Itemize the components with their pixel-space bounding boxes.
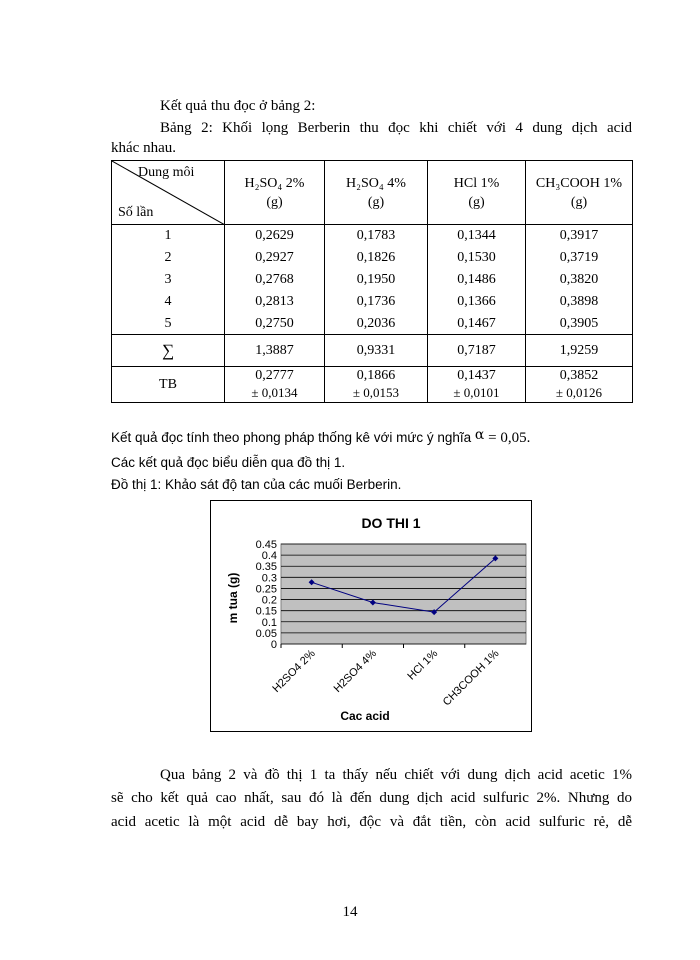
y-tick-label: 0.15 xyxy=(255,605,277,618)
chart-container xyxy=(210,500,532,732)
conclusion-line2: sẽ cho kết quả cao nhất, sau đó là đến dung dịch acid sulfuric 2%. Nhưng do xyxy=(111,790,632,806)
table-row: 4 0,2813 0,1736 0,1366 0,3898 xyxy=(112,291,633,313)
mean-row: TB 0,2777 ± 0,0134 0,1866 ± 0,0153 0,1437 ± 0,0101 0,3852 ± 0,0126 xyxy=(112,367,633,403)
y-axis-label: m tua (g) xyxy=(226,572,240,624)
table-caption-line1: Bảng 2: Khối lọng Berberin thu đọc khi chiết với 4 dung dịch acid xyxy=(160,120,632,136)
plot-area xyxy=(281,544,526,644)
table-row: 3 0,2768 0,1950 0,1486 0,3820 xyxy=(112,269,633,291)
table-header-row xyxy=(112,161,633,225)
column-header: H₂SO₄ 2% (g) xyxy=(225,161,325,225)
intro-text: Kết quả thu đọc ở bảng 2: xyxy=(160,98,316,114)
chart-caption: Đồ thị 1: Khảo sát độ tan của các muối Berberin. xyxy=(111,477,402,492)
column-header: HCl 1% (g) xyxy=(428,161,526,225)
corner-bottom-label: Số lần xyxy=(118,205,154,220)
y-tick-label: 0 xyxy=(270,639,277,651)
table-caption-line2: khác nhau. xyxy=(111,140,176,156)
table-row: 1 0,2629 0,1783 0,1344 0,3917 xyxy=(112,225,633,247)
y-tick-label: 0.1 xyxy=(261,616,277,629)
diagonal-header-cell xyxy=(112,161,225,225)
conclusion-line3: acid acetic là một acid dễ bay hơi, độc và đắt tiền, còn acid sulfuric rẻ, dễ xyxy=(111,814,632,830)
y-tick-label: 0.05 xyxy=(255,627,277,640)
table-row: 2 0,2927 0,1826 0,1530 0,3719 xyxy=(112,247,633,269)
alpha-symbol: α xyxy=(474,427,485,443)
y-tick-label: 0.4 xyxy=(261,550,277,563)
results-table xyxy=(111,160,633,403)
line-chart xyxy=(211,501,531,731)
table-row: 5 0,2750 0,2036 0,1467 0,3905 xyxy=(112,313,633,335)
sum-row: ∑ 1,3887 0,9331 0,7187 1,9259 xyxy=(112,335,633,367)
y-tick-label: 0.3 xyxy=(261,572,277,585)
x-tick-label: HCl 1% xyxy=(405,647,441,683)
y-tick-label: 0.25 xyxy=(255,583,277,596)
page-number: 14 xyxy=(342,904,358,920)
x-tick-label: H2SO4 2% xyxy=(270,647,318,696)
conclusion-line1: Qua bảng 2 và đồ thị 1 ta thấy nếu chiết với dung dịch acid acetic 1% xyxy=(160,767,632,783)
x-tick-label: CH3COOH 1% xyxy=(440,647,502,709)
chart-intro: Các kết quả đọc biểu diễn qua đồ thị 1. xyxy=(111,455,346,470)
y-tick-label: 0.2 xyxy=(261,594,277,607)
y-tick-label: 0.35 xyxy=(255,561,277,574)
column-header: CH₃COOH 1% (g) xyxy=(526,161,633,225)
corner-top-label: Dung môi xyxy=(138,165,195,180)
x-tick-label: H2SO4 4% xyxy=(331,647,379,696)
column-header: H₂SO₄ 4% (g) xyxy=(325,161,428,225)
y-tick-label: 0.45 xyxy=(255,539,277,551)
x-axis-ticks xyxy=(270,644,501,708)
y-axis-ticks xyxy=(256,539,277,651)
chart-title: DO THI 1 xyxy=(361,515,421,531)
x-axis-label: Cac acid xyxy=(340,709,390,723)
stats-note: Kết quả đọc tính theo phong pháp thống kê với mức ý nghĩa α = 0,05. xyxy=(111,427,531,446)
